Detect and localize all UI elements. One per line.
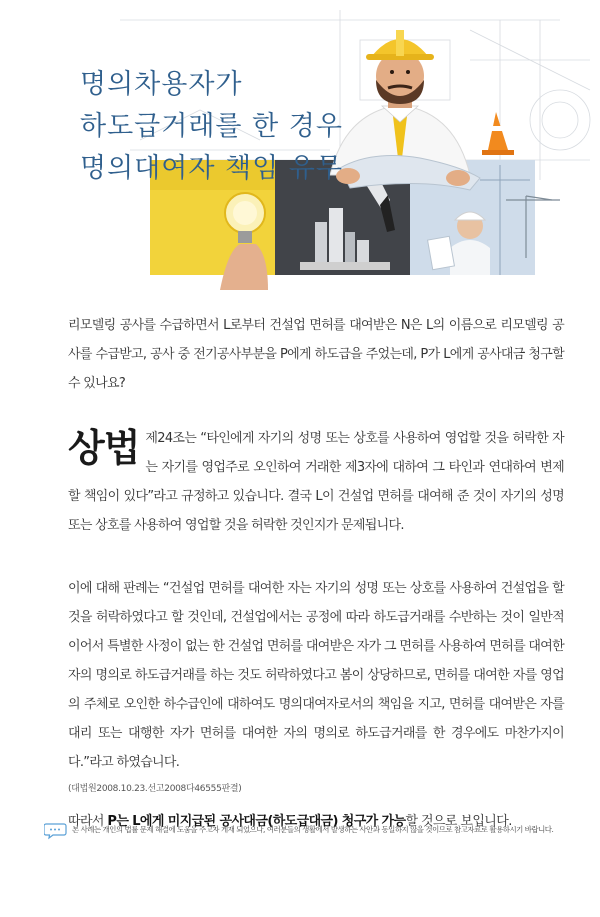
- disclaimer-footnote: [44, 822, 574, 842]
- hero-title-line-1: 명의차용자가: [80, 69, 243, 100]
- paragraph-spacer: [68, 540, 564, 574]
- question-paragraph: 리모델링 공사를 수급하면서 L로부터 건설업 면허를 대여받은 N은 L의 이름으로 리모델링 공사를 수급받고, 공사 중 전기공사부분을 P에게 하도급을 주었는데, P가 L에게 공사대금 청구할 수 있나요?: [68, 318, 564, 391]
- disclaimer-text: 본 사례는 개인의 법률 문제 해결에 도움을 주고자 게재 되었으나, 여러분들의 생활에서 발생하는 사안과 동일하지 않을 것이므로 참고자료로 활용하시기 바랍니다.: [72, 825, 554, 834]
- conclusion-prefix: 따라서: [68, 814, 108, 829]
- article-body: [68, 311, 564, 835]
- dropcap-heading: 상법: [68, 426, 140, 470]
- hero-banner: [0, 0, 600, 290]
- traffic-cone-icon: [482, 112, 514, 155]
- conclusion-suffix: 할 것으로 보입니다.: [405, 814, 512, 829]
- answer-paragraph-2: 이에 대해 판례는 “건설업 면허를 대여한 자는 자기의 성명 또는 상호를 사용하여 건설업을 할 것을 허락하였다고 할 것인데, 건설업에서는 공정에 따라 하도급거래를 수반하는 것이 일반적이어서 특별한 사정이 없는 한 건설업 면허를 대여받은 자가 그 면허를 사용하여 면허를 대여한 자의 명의로 하도급거래를 하는 것도 허락하였다고 봄이 상당하므로, 면허를 대여한 자를 영업의 주체로 오인한 하수급인에 대하여도 명의대여자로서의 책임을 지고, 면허를 대여받은 자를 대리 또는 대행한 자가 면허를 대여한 자의 명의로 하도급거래를 한 경우에도 마찬가지이다.”라고 하였습니다.: [68, 581, 564, 770]
- hero-title-line-2: 하도급거래를 한 경우: [80, 111, 343, 142]
- case-citation: (대법원2008.10.23.선고2008다46555판결): [68, 784, 242, 794]
- speech-bubble-icon: [44, 822, 68, 840]
- hero-title-line-3: 명의대여자 책임 유무: [80, 153, 343, 184]
- answer-paragraph-1: 제24조는 “타인에게 자기의 성명 또는 상호를 사용하여 영업할 것을 허락한 자는 자기를 영업주로 오인하여 거래한 제3자에 대하여 그 타인과 연대하여 변제할 책임이 있다”라고 규정하고 있습니다. 결국 L이 건설업 면허를 대여해 준 것이 자기의 성명 또는 상호를 사용하여 영업할 것을 허락한 것인지가 문제됩니다.: [68, 431, 564, 533]
- conclusion-highlight: P는 L에게 미지급된 공사대금(하도급대금) 청구가 가능: [107, 814, 406, 829]
- hero-title: [80, 64, 400, 190]
- answer-section: [68, 424, 564, 540]
